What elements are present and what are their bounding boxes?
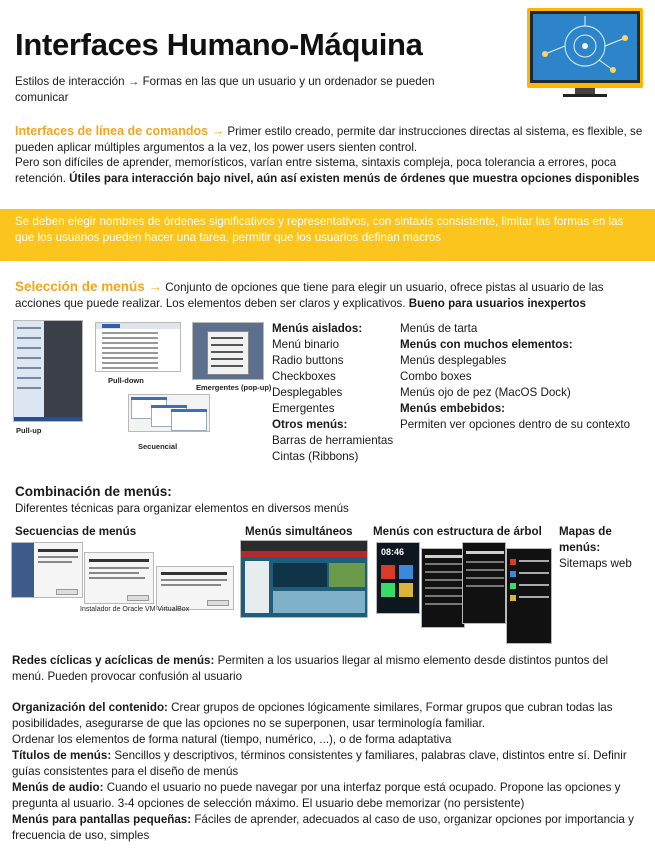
installer-screenshot-2 — [84, 552, 154, 604]
list-item: Combo boxes — [400, 370, 472, 383]
sequential-caption: Secuencial — [138, 442, 178, 451]
list-item: Checkboxes — [272, 370, 336, 383]
tree-phone-4 — [506, 548, 552, 644]
tree-phone-2 — [421, 548, 465, 628]
tree-heading: Menús con estructura de árbol — [373, 525, 542, 538]
cli-text-2: Pero son difíciles de aprender, memorísticos, varían entre sistema, sintaxis compleja, poca tolerancia a errores, poca retención. — [15, 156, 617, 185]
organization-text: Crear grupos de opciones lógicamente similares, Formar grupos que cubran todas las posibilidades, asegurarse de que las opciones no se superponen, usar terminología familiar. — [12, 701, 613, 730]
oracle-caption: Instalador de Oracle VM VirtualBox — [80, 606, 190, 613]
subtitle: Estilos de interacción → Formas en las que un usuario y un ordenador se pueden comunicar — [15, 75, 435, 104]
cyclic-text: Permiten a los usuarios llegar al mismo elemento desde distintos puntos del menú. Pueden provocar confusión al usuario — [12, 654, 609, 683]
many-heading: Menús con muchos elementos: — [400, 338, 573, 351]
cyclic-bold: Redes cíclicas y acíclicas de menús: — [12, 654, 215, 667]
sequential-menu-screenshot — [128, 394, 210, 432]
list-item: Radio buttons — [272, 354, 344, 367]
popup-caption: Emergentes (pop-up) — [196, 383, 272, 392]
seq-heading: Secuencias de menús — [15, 525, 137, 538]
sitemaps-text: Sitemaps web — [559, 557, 632, 570]
combination-text: Diferentes técnicas para organizar elementos en diversos menús — [15, 502, 349, 515]
cli-text: Primer estilo creado, permite dar instrucciones directas al sistema, es flexible, se pueden aplicar múltiples argumentos a la vez, los power users sienten control. — [15, 125, 643, 154]
organization-paragraph-2: Ordenar los elementos de forma natural (tiempo, numérico, ...), o de forma adaptativa — [12, 733, 452, 746]
isolated-menus-list — [272, 321, 402, 465]
pulldown-menu-screenshot — [95, 322, 181, 372]
list-item: Barras de herramientas — [272, 434, 394, 447]
audio-bold: Menús de audio: — [12, 781, 104, 794]
titles-text: Sencillos y descriptivos, términos consistentes y familiares, palabras clave, distintos entre sí. Definir guías consistentes para el diseño de menús — [12, 749, 627, 778]
others-heading: Otros menús: — [272, 418, 348, 431]
menus-text: Conjunto de opciones que tiene para elegir un usuario, ofrece pistas al usuario de las acciones que puede realizar. Los elementos deben ser claros y explicativos. — [15, 281, 604, 310]
cli-banner-text: Se deben elegir nombres de órdenes significativos y representativos, con sintaxis consistente, limitar las formas en las que los usuarios pueden hacer una tarea, permitir que los usuarios definan macros — [15, 215, 624, 244]
cli-section-2 — [15, 155, 643, 187]
list-item: Desplegables — [272, 386, 343, 399]
menus-bold: Bueno para usuarios inexpertos — [408, 297, 586, 310]
list-item: Cintas (Ribbons) — [272, 450, 359, 463]
audio-text: Cuando el usuario no puede navegar por una interfaz porque está ocupado. Propone las opciones y pregunta al usuario. 3-4 opciones de selección máximo. El usuario debe memorizar (no persistente) — [12, 781, 621, 810]
cli-heading: Interfaces de línea de comandos → — [15, 124, 225, 138]
simul-heading: Menús simultáneos — [245, 525, 353, 538]
list-item: Permiten ver opciones dentro de su contexto — [400, 418, 631, 431]
list-item: Menús desplegables — [400, 354, 507, 367]
simultaneous-menus-screenshot — [240, 540, 368, 618]
list-item: Menú binario — [272, 338, 340, 351]
tree-phone-1 — [376, 542, 420, 614]
installer-screenshot-1 — [11, 542, 83, 598]
list-item: Menús ojo de pez (MacOS Dock) — [400, 386, 571, 399]
menus-section — [15, 279, 645, 312]
titles-bold: Títulos de menús: — [12, 749, 112, 762]
page-title: Interfaces Humano-Máquina — [15, 27, 423, 62]
small-text: Fáciles de aprender, adecuados al caso de uso, organizar opciones por importancia y frecuencia de uso, simples — [12, 813, 634, 842]
isolated-heading: Menús aislados: — [272, 322, 363, 335]
popup-menu-screenshot — [192, 322, 264, 380]
cli-section — [15, 123, 643, 156]
cli-bold: Útiles para interacción bajo nivel, aún así existen menús de órdenes que muestra opciones disponibles — [69, 172, 640, 185]
cyclic-paragraph — [12, 653, 640, 685]
embedded-heading: Menús embebidos: — [400, 402, 506, 415]
phone-clock: 08:46 — [381, 547, 405, 557]
tree-phone-3 — [462, 542, 506, 624]
small-bold: Menús para pantallas pequeñas: — [12, 813, 192, 826]
installer-screenshot-3 — [156, 566, 234, 610]
maps-heading: Mapas de menús: — [559, 525, 612, 554]
pulldown-caption: Pull-down — [108, 376, 144, 385]
organization-bold: Organización del contenido: — [12, 701, 168, 714]
organization-paragraph — [12, 700, 642, 732]
combination-heading: Combinación de menús: — [15, 484, 172, 499]
audio-paragraph — [12, 780, 642, 812]
pullup-caption: Pull-up — [16, 426, 42, 435]
list-item: Emergentes — [272, 402, 335, 415]
menus-heading: Selección de menús → — [15, 279, 163, 294]
list-item: Menús de tarta — [400, 322, 478, 335]
many-elements-list — [400, 321, 650, 433]
monitor-illustration — [527, 8, 643, 98]
small-screens-paragraph — [12, 812, 642, 844]
titles-paragraph — [12, 748, 642, 780]
pullup-menu-screenshot — [13, 320, 83, 422]
